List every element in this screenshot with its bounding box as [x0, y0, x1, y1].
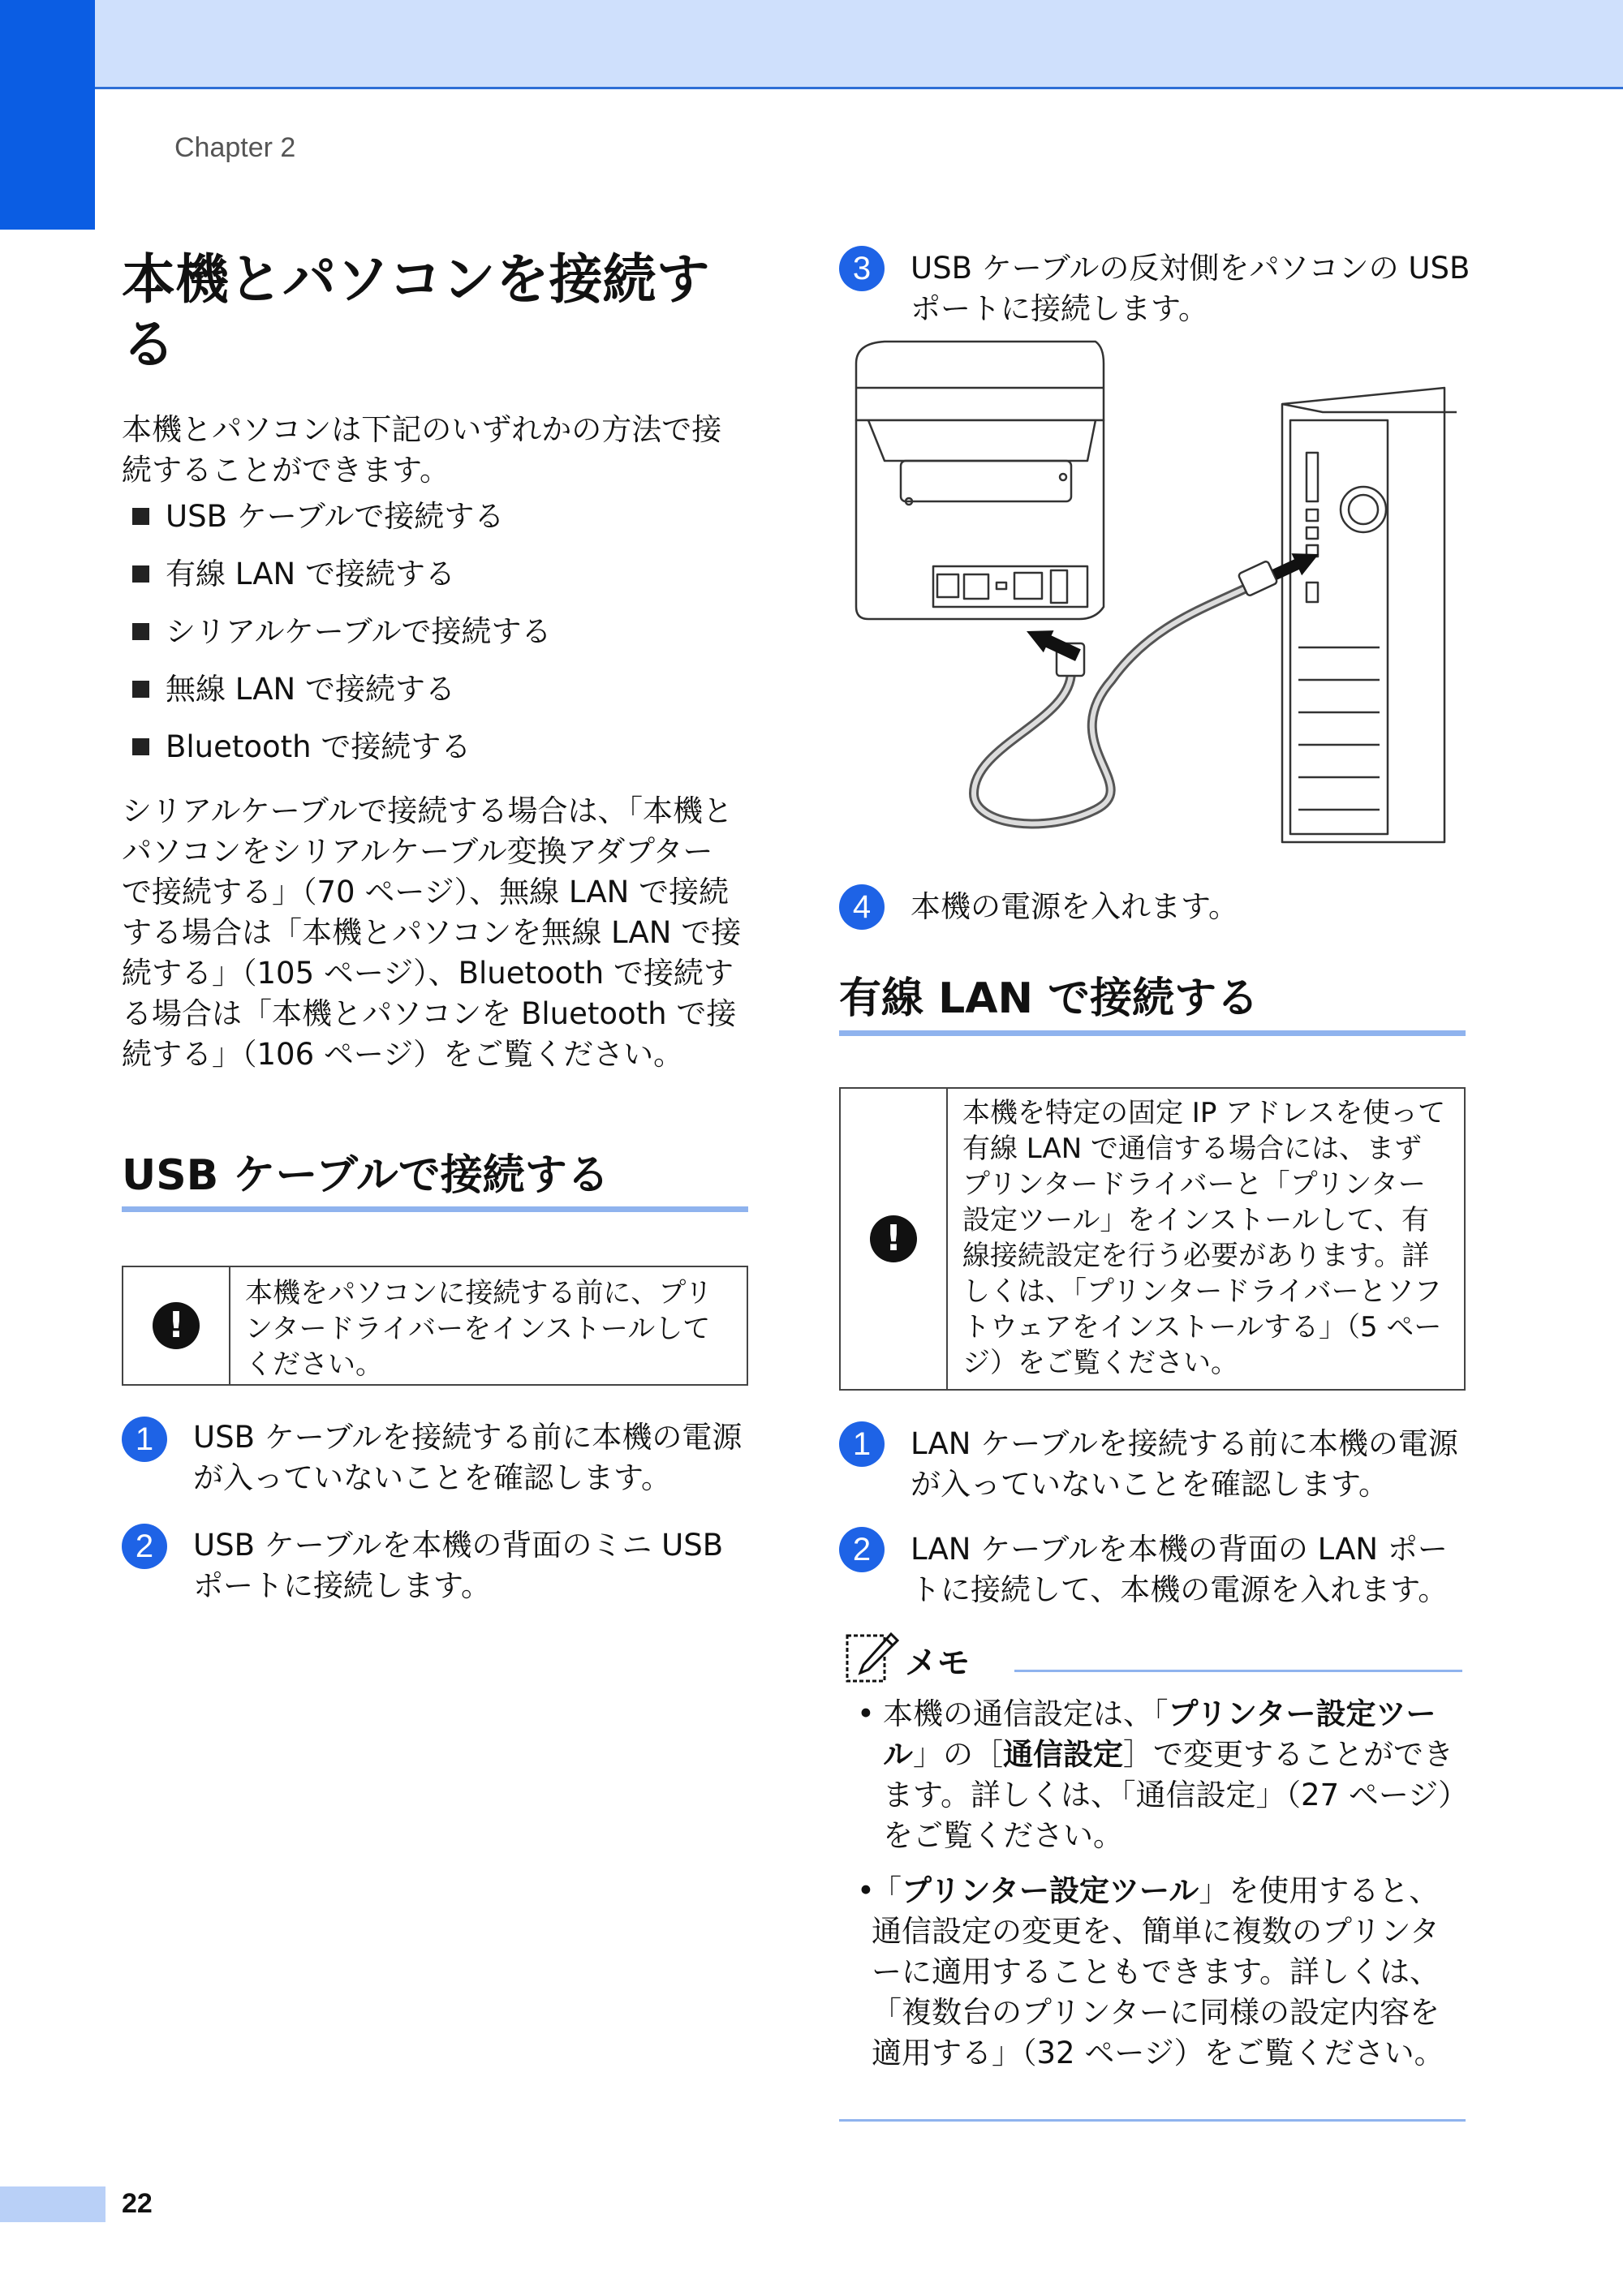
memo-label: メモ [905, 1645, 970, 1682]
section-rule [122, 1206, 748, 1212]
intro-paragraph: 本機とパソコンは下記のいずれかの方法で接続することができます。 [122, 412, 722, 488]
printer-usb-computer-illustration [852, 339, 1461, 850]
memo-bullet-1: 本機の通信設定は、「プリンター設定ツール」の［通信設定］で変更することができます。詳しくは、「通信設定」（27 ページ）をご覧ください。 [883, 1696, 1453, 1853]
warning-icon-cell [841, 1089, 948, 1389]
step-3-badge: 3 [839, 246, 885, 291]
memo-bullet-2: 「プリンター設定ツール」を使用すると、通信設定の変更を、簡単に複数のプリンターに適用することもできます。詳しくは、「複数台のプリンターに同様の設定内容を適用する」（32 ページ）をご覧ください。 [872, 1873, 1444, 2070]
usb-warning-box [122, 1266, 748, 1386]
list-item: Bluetooth で接続する [132, 727, 749, 785]
list-item: 無線 LAN で接続する [132, 669, 749, 727]
page-title: 本機とパソコンを接続する [122, 248, 710, 376]
memo-pencil-icon [844, 1631, 901, 1684]
square-bullet-icon [132, 681, 149, 698]
lan-step-2-badge: 2 [839, 1527, 885, 1572]
page-number-bar [0, 2186, 105, 2222]
lan-step-2-text: LAN ケーブルを本機の背面の LAN ポートに接続して、本機の電源を入れます。 [911, 1532, 1449, 1607]
step-4-badge: 4 [839, 884, 885, 930]
exclamation-icon: ! [153, 1302, 200, 1349]
usb-warning-text: 本機をパソコンに接続する前に、プリンタードライバーをインストールしてください。 [245, 1277, 712, 1381]
step-2-text: USB ケーブルを本機の背面のミニ USB ポートに接続します。 [193, 1528, 724, 1603]
lan-section-heading: 有線 LAN で接続する [839, 974, 1259, 1023]
list-item: 有線 LAN で接続する [132, 554, 749, 612]
memo-bullet-dot: • [857, 1873, 875, 1908]
square-bullet-icon [132, 738, 149, 755]
lan-step-1-text: LAN ケーブルを接続する前に本機の電源が入っていないことを確認します。 [911, 1426, 1458, 1502]
connection-methods-list [132, 497, 749, 785]
memo-rule-bottom [839, 2119, 1466, 2122]
header-band [0, 0, 1623, 89]
usb-section-heading: USB ケーブルで接続する [122, 1151, 609, 1200]
square-bullet-icon [132, 623, 149, 640]
chapter-tab-block [0, 0, 95, 230]
step-4-text: 本機の電源を入れます。 [911, 889, 1239, 924]
lan-warning-box [839, 1087, 1466, 1391]
step-1-text: USB ケーブルを接続する前に本機の電源が入っていないことを確認します。 [193, 1420, 743, 1495]
step-1-badge: 1 [122, 1417, 167, 1462]
warning-icon-cell [123, 1267, 230, 1384]
step-2-badge: 2 [122, 1524, 167, 1569]
page-number: 22 [122, 2188, 153, 2219]
lan-step-1-badge: 1 [839, 1421, 885, 1467]
list-item: USB ケーブルで接続する [132, 497, 749, 554]
lan-warning-text: 本機を特定の固定 IP アドレスを使って有線 LAN で通信する場合には、まずプリンタードライバーと「プリンター設定ツール」をインストールして、有線接続設定を行う必要があります。詳しくは、「プリンタードライバーとソフトウェアをインストールする」（5 ページ）をご覧ください。 [962, 1097, 1446, 1379]
step-3-text: USB ケーブルの反対側をパソコンの USB ポートに接続します。 [911, 251, 1470, 326]
memo-rule-top [1014, 1670, 1462, 1672]
section-rule [839, 1030, 1466, 1036]
chapter-label: Chapter 2 [174, 132, 296, 163]
reference-note: シリアルケーブルで接続する場合は、「本機とパソコンをシリアルケーブル変換アダプターで接続する」（70 ページ）、無線 LAN で接続する場合は「本機とパソコンを無線 LAN で接続する」（105 ページ）、Bluetooth で接続する場合は「本機とパソコンを Bluetooth で接続する」（106 ページ）をご覧ください。 [122, 793, 742, 1072]
memo-bullet-dot: • [857, 1696, 875, 1731]
exclamation-icon: ! [870, 1215, 917, 1262]
square-bullet-icon [132, 565, 149, 583]
square-bullet-icon [132, 508, 149, 525]
list-item: シリアルケーブルで接続する [132, 612, 749, 669]
